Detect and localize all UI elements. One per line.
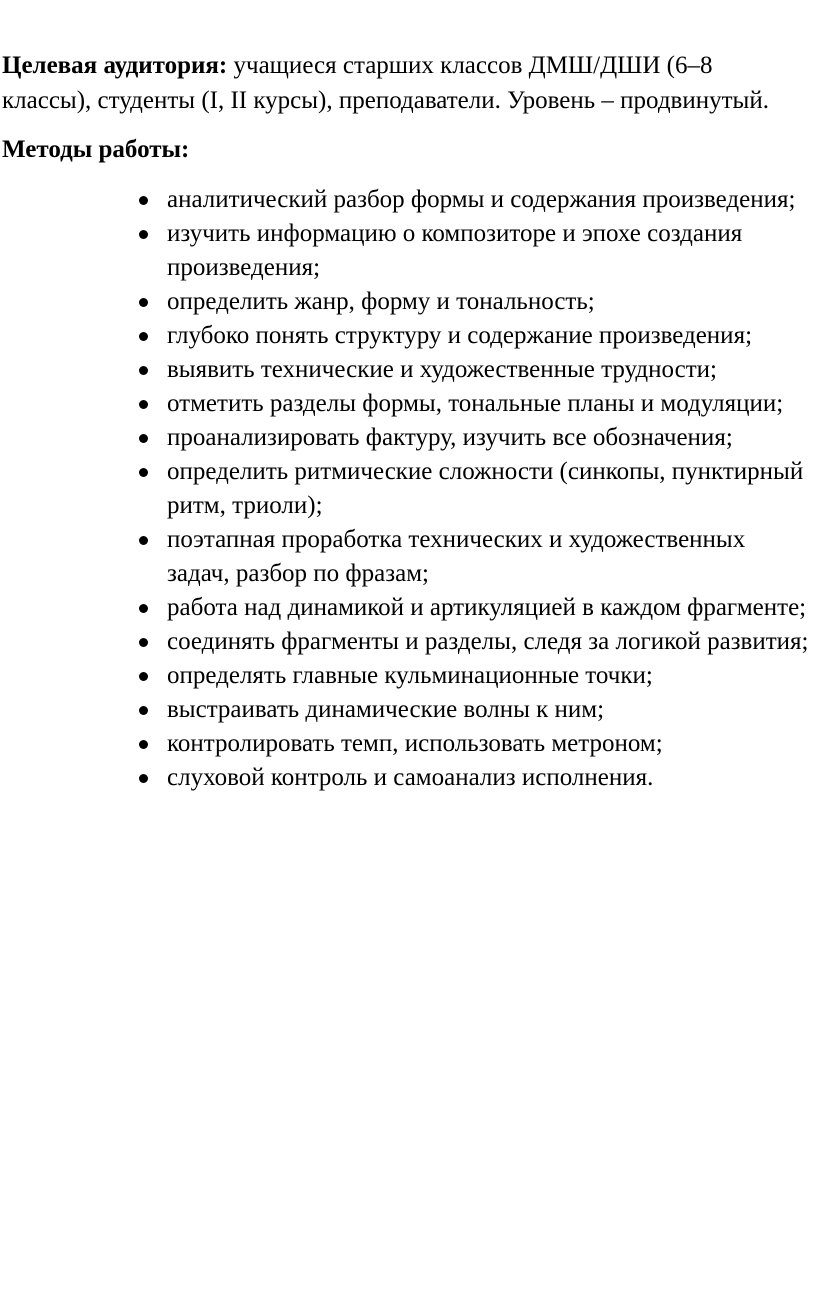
list-item-text: выстраивать динамические волны к ним;: [167, 696, 605, 723]
list-item-text: соединять фрагменты и разделы, следя за логикой развития;: [167, 628, 809, 655]
list-item-text: глубоко понять структуру и содержание произведения;: [167, 322, 753, 349]
list-item: [0, 761, 816, 795]
list-item: [0, 285, 816, 319]
list-item: [0, 625, 816, 659]
bullet-icon: [139, 740, 148, 749]
list-item: [0, 455, 816, 523]
list-item-text: работа над динамикой и артикуляцией в каждом фрагменте;: [167, 594, 807, 621]
bullet-icon: [139, 468, 148, 477]
list-item-text: определить жанр, форму и тональность;: [167, 288, 595, 315]
list-item-text: контролировать темп, использовать метроном;: [167, 730, 663, 757]
list-item-text: проанализировать фактуру, изучить все обозначения;: [167, 424, 733, 451]
list-item-text: определить ритмические сложности (синкопы, пунктирный ритм, триоли);: [167, 458, 804, 519]
list-item-text: определять главные кульминационные точки;: [167, 662, 653, 689]
list-item-text: отметить разделы формы, тональные планы и модуляции;: [167, 390, 784, 417]
bullet-icon: [139, 672, 148, 681]
list-item: [0, 183, 816, 217]
bullet-icon: [139, 536, 148, 545]
list-item: [0, 659, 816, 693]
list-item-text: изучить информацию о композиторе и эпохе создания произведения;: [167, 220, 743, 281]
bullet-icon: [139, 298, 148, 307]
list-item: [0, 693, 816, 727]
bullet-icon: [139, 230, 148, 239]
bullet-icon: [139, 366, 148, 375]
bullet-icon: [139, 434, 148, 443]
list-item: [0, 353, 816, 387]
bullet-icon: [139, 196, 148, 205]
list-item: [0, 319, 816, 353]
list-item-text: поэтапная проработка технических и художественных задач, разбор по фразам;: [167, 526, 746, 587]
list-item: [0, 523, 816, 591]
bullet-icon: [139, 400, 148, 409]
list-item-text: слуховой контроль и самоанализ исполнения.: [167, 764, 654, 791]
list-item: [0, 217, 816, 285]
bullet-icon: [139, 774, 148, 783]
bullet-icon: [139, 706, 148, 715]
bullet-icon: [139, 638, 148, 647]
list-item: [0, 727, 816, 761]
list-item: [0, 421, 816, 455]
target-audience-text: учащиеся старших классов ДМШ/ДШИ (6–8 классы), студенты (I, II курсы), преподаватели. Уровень – продвинутый.: [2, 52, 769, 114]
methods-list: [0, 183, 816, 795]
methods-heading: Методы работы:: [2, 136, 190, 163]
list-item: [0, 387, 816, 421]
target-audience-paragraph: [2, 48, 802, 118]
target-audience-label: Целевая аудитория:: [2, 52, 228, 79]
list-item: [0, 591, 816, 625]
list-item-text: выявить технические и художественные трудности;: [167, 356, 717, 383]
bullet-icon: [139, 604, 148, 613]
bullet-icon: [139, 332, 148, 341]
list-item-text: аналитический разбор формы и содержания произведения;: [167, 186, 796, 213]
